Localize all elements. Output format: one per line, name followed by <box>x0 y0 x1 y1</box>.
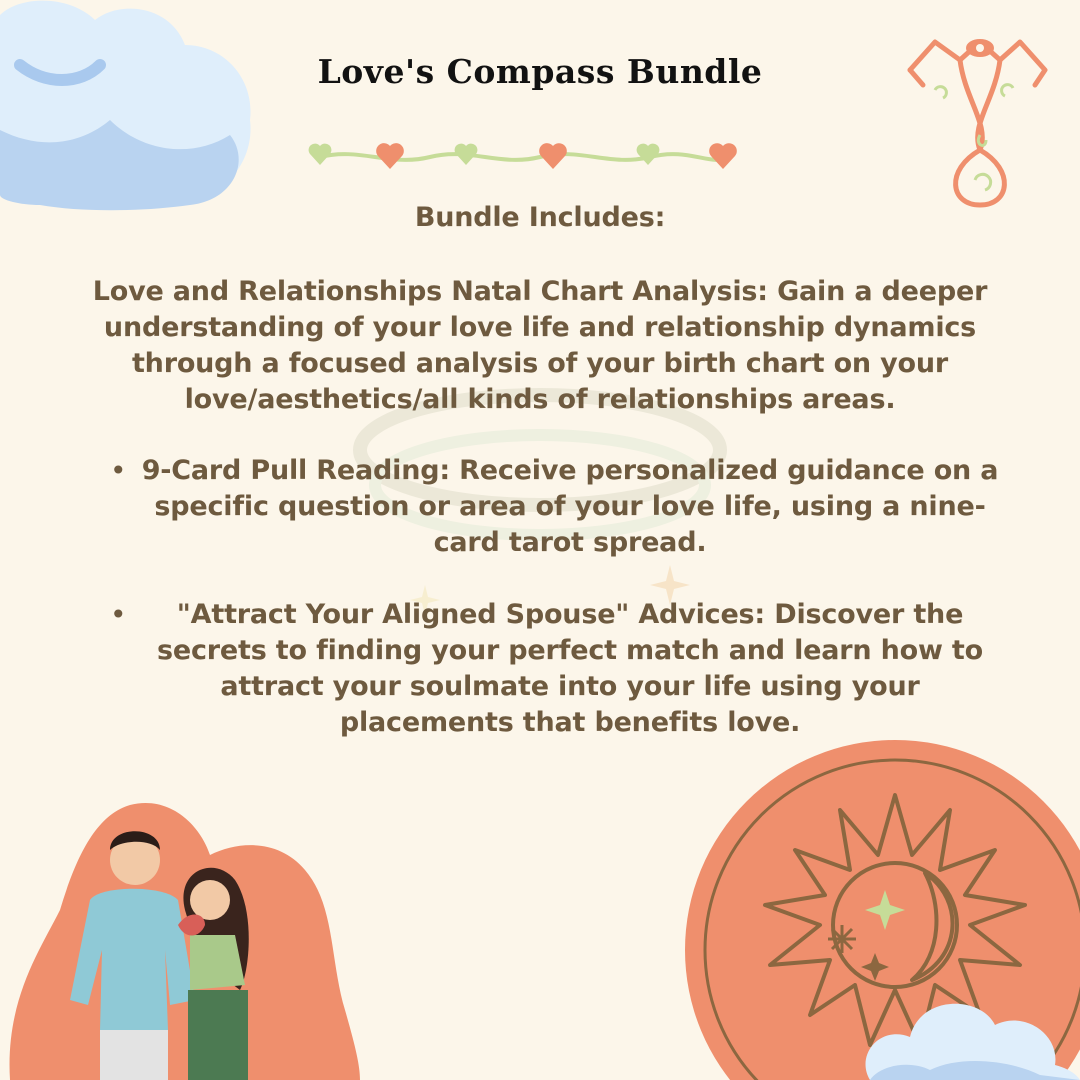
bundle-heading: Bundle Includes: <box>414 202 666 233</box>
sun-moon-medallion-icon <box>680 725 1080 1080</box>
list-item-text: 9-Card Pull Reading: Receive personalized guidance on a specific question or area of your love life, using a nine-card tarot spread. <box>141 455 999 558</box>
bullet-marker: • <box>110 598 127 631</box>
page-title: Love's Compass Bundle <box>317 52 763 91</box>
list-item-text: "Attract Your Aligned Spouse" Advices: Discover the secrets to finding your perfect match and learn how to attract your soulmate into your life using your placements that benefits love. <box>157 599 983 738</box>
heart-garland-icon <box>300 135 740 180</box>
bullet-marker: • <box>110 454 127 487</box>
cloud-icon <box>0 0 260 215</box>
couple-illustration <box>0 800 370 1080</box>
intro-paragraph: Love and Relationships Natal Chart Analysis: Gain a deeper understanding of your love life and relationship dynamics through a focused analysis of your birth chart on your love/aesthetics/all kinds of relationships areas. <box>92 276 988 415</box>
